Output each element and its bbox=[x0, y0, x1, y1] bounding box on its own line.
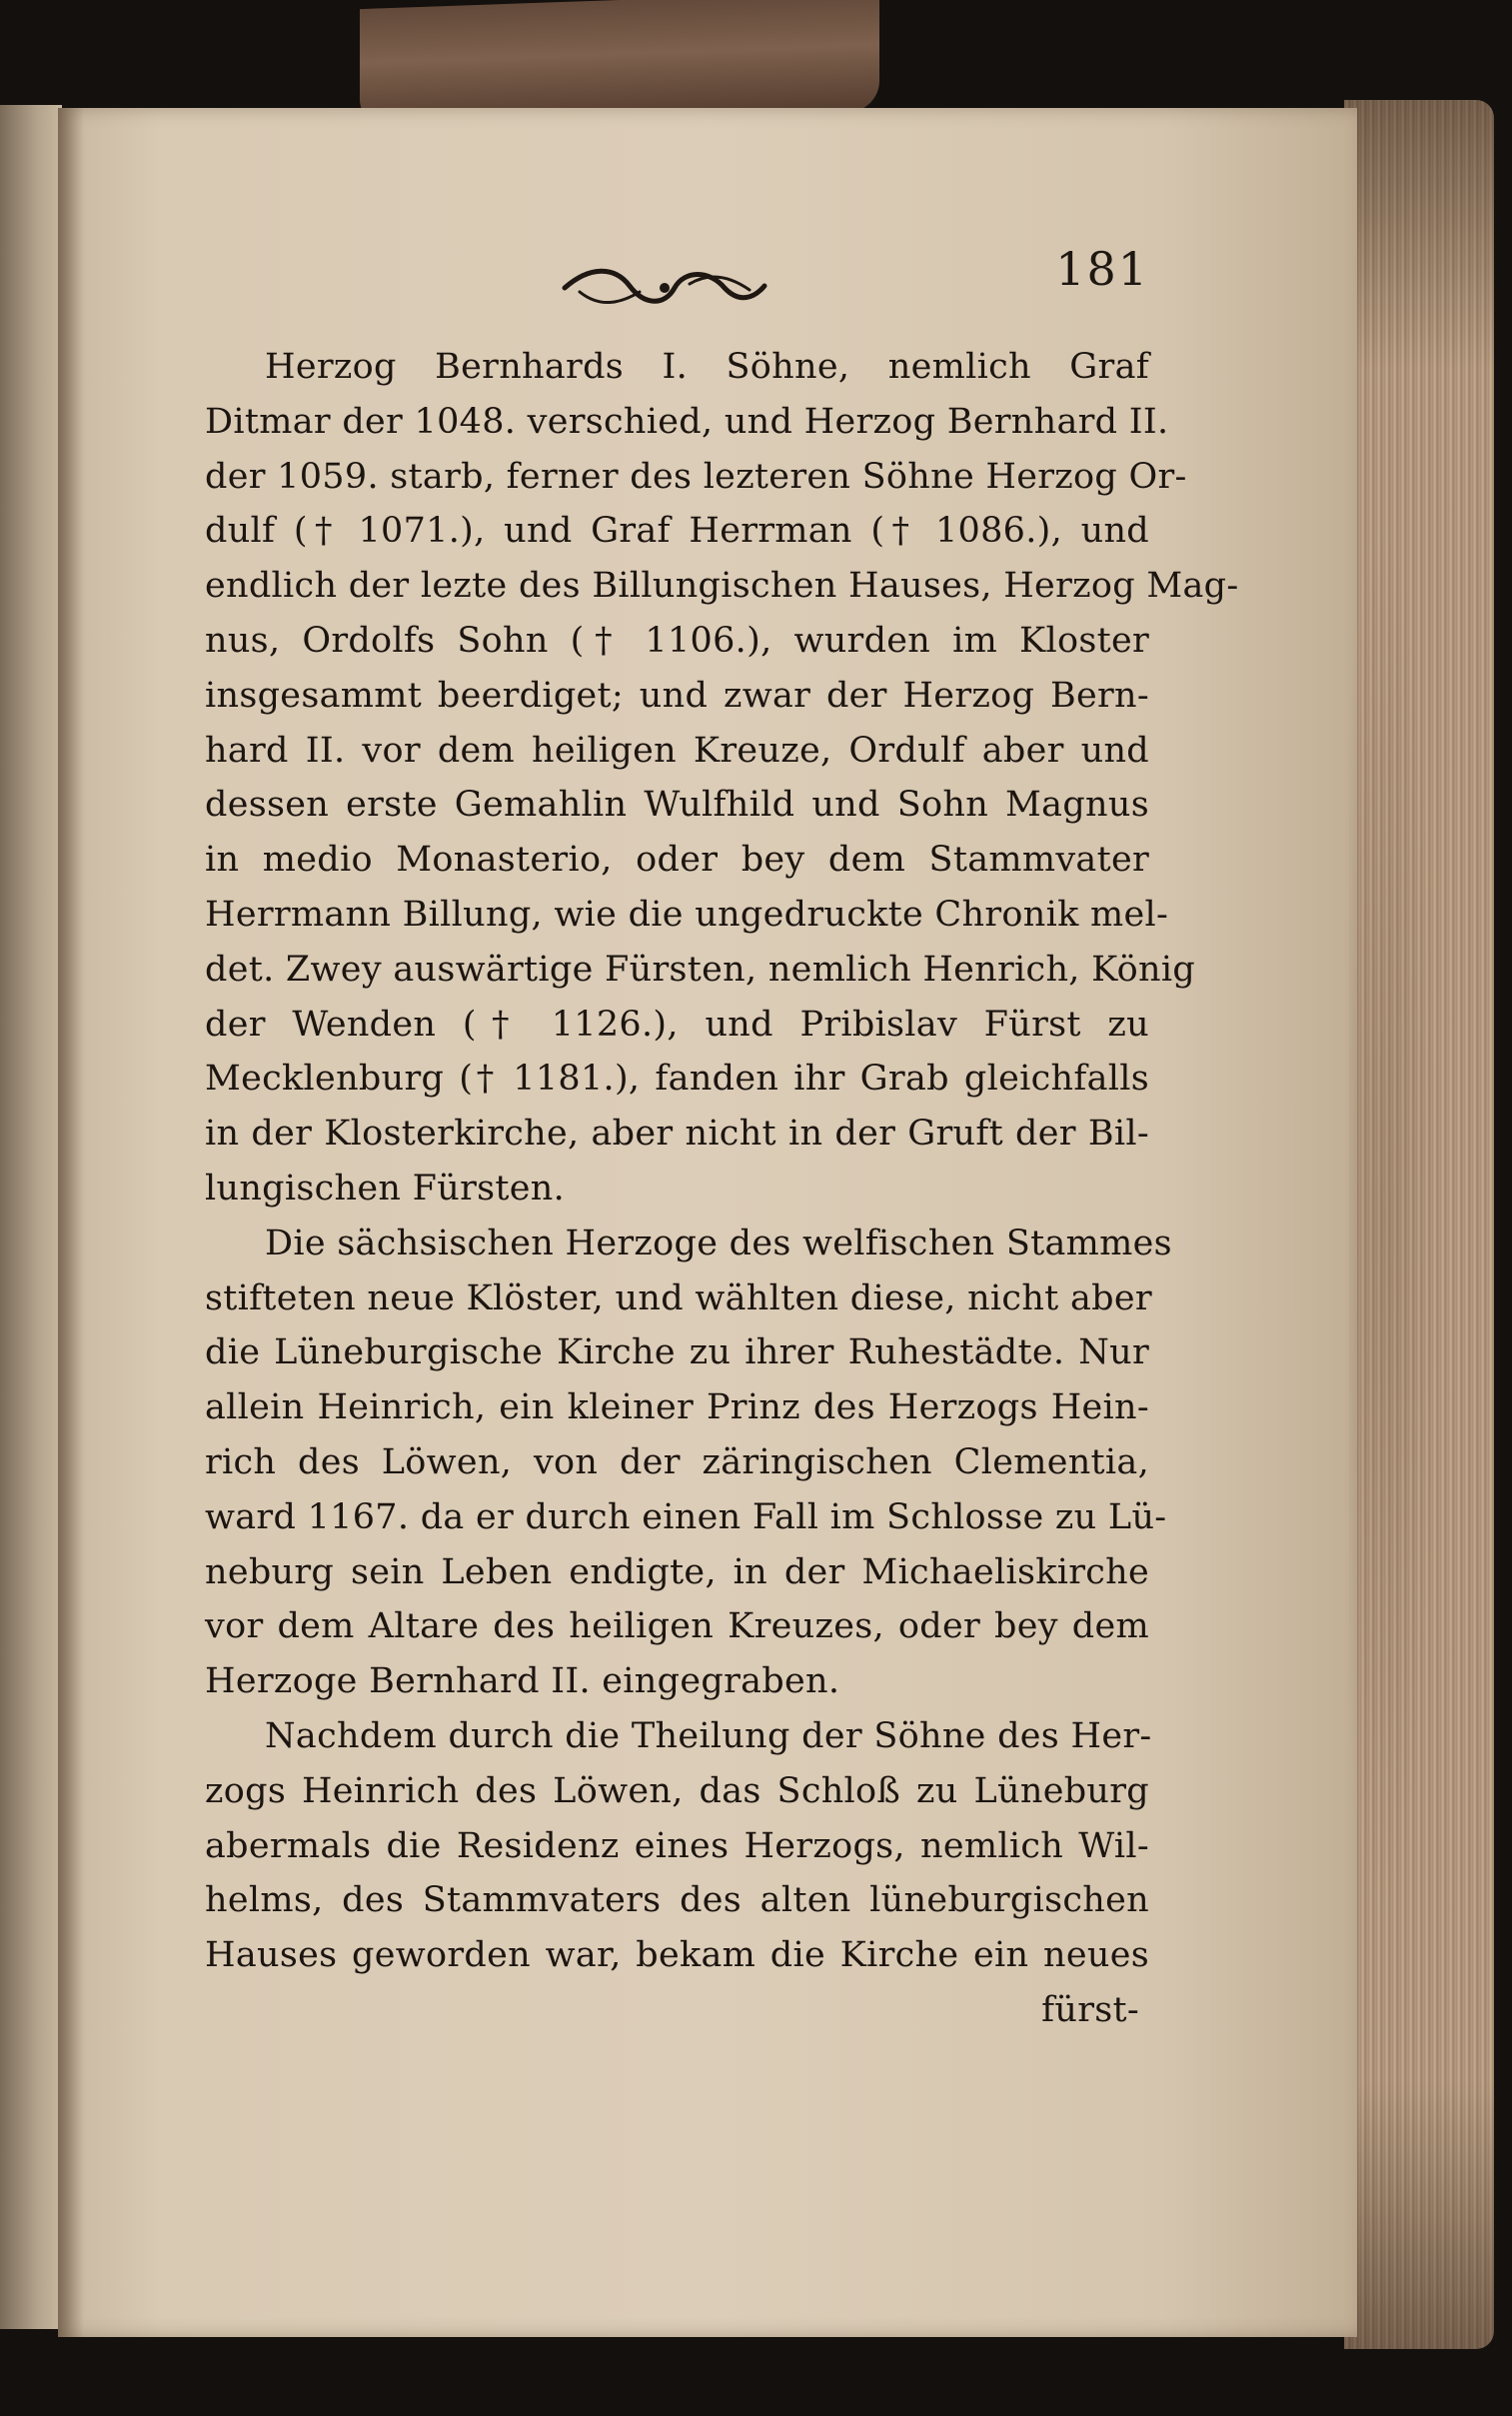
text-line: nus, Ordolfs Sohn († 1106.), wurden im Kloster bbox=[205, 620, 1149, 661]
page-number: 181 bbox=[1055, 242, 1149, 296]
text-line: dessen erste Gemahlin Wulfhild und Sohn Magnus bbox=[205, 785, 1149, 826]
text-line: die Lüneburgische Kirche zu ihrer Ruhestädte. Nur bbox=[205, 1332, 1149, 1373]
text-line: hard II. vor dem heiligen Kreuze, Ordulf aber und bbox=[205, 730, 1149, 771]
text-line: stifteten neue Klöster, und wählten diese, nicht aber bbox=[205, 1277, 1152, 1318]
text-line: rich des Löwen, von der zäringischen Clementia, bbox=[205, 1441, 1149, 1482]
text-line: in medio Monasterio, oder bey dem Stammvater bbox=[205, 840, 1149, 881]
text-line: der 1059. starb, ferner des lezteren Söhne Herzog Or- bbox=[205, 456, 1187, 497]
page-gutter-shadow bbox=[58, 108, 84, 2337]
text-line: der Wenden († 1126.), und Pribislav Fürst zu bbox=[205, 1004, 1149, 1045]
page-stain bbox=[1349, 520, 1439, 1919]
text-line: endlich der lezte des Billungischen Hauses, Herzog Mag- bbox=[205, 566, 1239, 607]
text-line: in der Klosterkirche, aber nicht in der Gruft der Bil- bbox=[205, 1114, 1149, 1155]
text-line: det. Zwey auswärtige Fürsten, nemlich Henrich, König bbox=[205, 949, 1196, 990]
text-line: Ditmar der 1048. verschied, und Herzog Bernhard II. bbox=[205, 401, 1169, 442]
text-line: Die sächsischen Herzoge des welfischen Stammes bbox=[265, 1222, 1172, 1263]
facing-page-edge bbox=[0, 105, 62, 2329]
text-line: helms, des Stammvaters des alten lüneburgischen bbox=[205, 1880, 1149, 1921]
catchword: fürst- bbox=[1041, 1989, 1139, 2030]
text-line: ward 1167. da er durch einen Fall im Schlosse zu Lü- bbox=[205, 1496, 1167, 1537]
text-line: Herrmann Billung, wie die ungedruckte Chronik mel- bbox=[205, 894, 1169, 935]
text-line: neburg sein Leben endigte, in der Michaeliskirche bbox=[205, 1551, 1149, 1592]
text-line: insgesammt beerdiget; und zwar der Herzog Bern- bbox=[205, 675, 1149, 716]
text-line: Mecklenburg († 1181.), fanden ihr Grab gleichfalls bbox=[205, 1059, 1149, 1100]
text-line: zogs Heinrich des Löwen, das Schloß zu Lüneburg bbox=[205, 1770, 1149, 1811]
text-line: vor dem Altare des heiligen Kreuzes, oder bey dem bbox=[205, 1606, 1149, 1647]
ornament-icon bbox=[560, 258, 769, 318]
text-line: Hauses geworden war, bekam die Kirche ein neues bbox=[205, 1935, 1149, 1976]
text-line: Herzog Bernhards I. Söhne, nemlich Graf bbox=[265, 347, 1149, 387]
text-line: allein Heinrich, ein kleiner Prinz des Herzogs Hein- bbox=[205, 1387, 1149, 1428]
text-line: Herzoge Bernhard II. eingegraben. bbox=[205, 1661, 840, 1702]
text-line: dulf († 1071.), und Graf Herrman († 1086.), und bbox=[205, 511, 1149, 552]
text-line: Nachdem durch die Theilung der Söhne des Her- bbox=[265, 1715, 1152, 1756]
body-text bbox=[205, 340, 1239, 2038]
text-line: lungischen Fürsten. bbox=[205, 1168, 566, 1208]
text-line: abermals die Residenz eines Herzogs, nemlich Wil- bbox=[205, 1825, 1149, 1866]
